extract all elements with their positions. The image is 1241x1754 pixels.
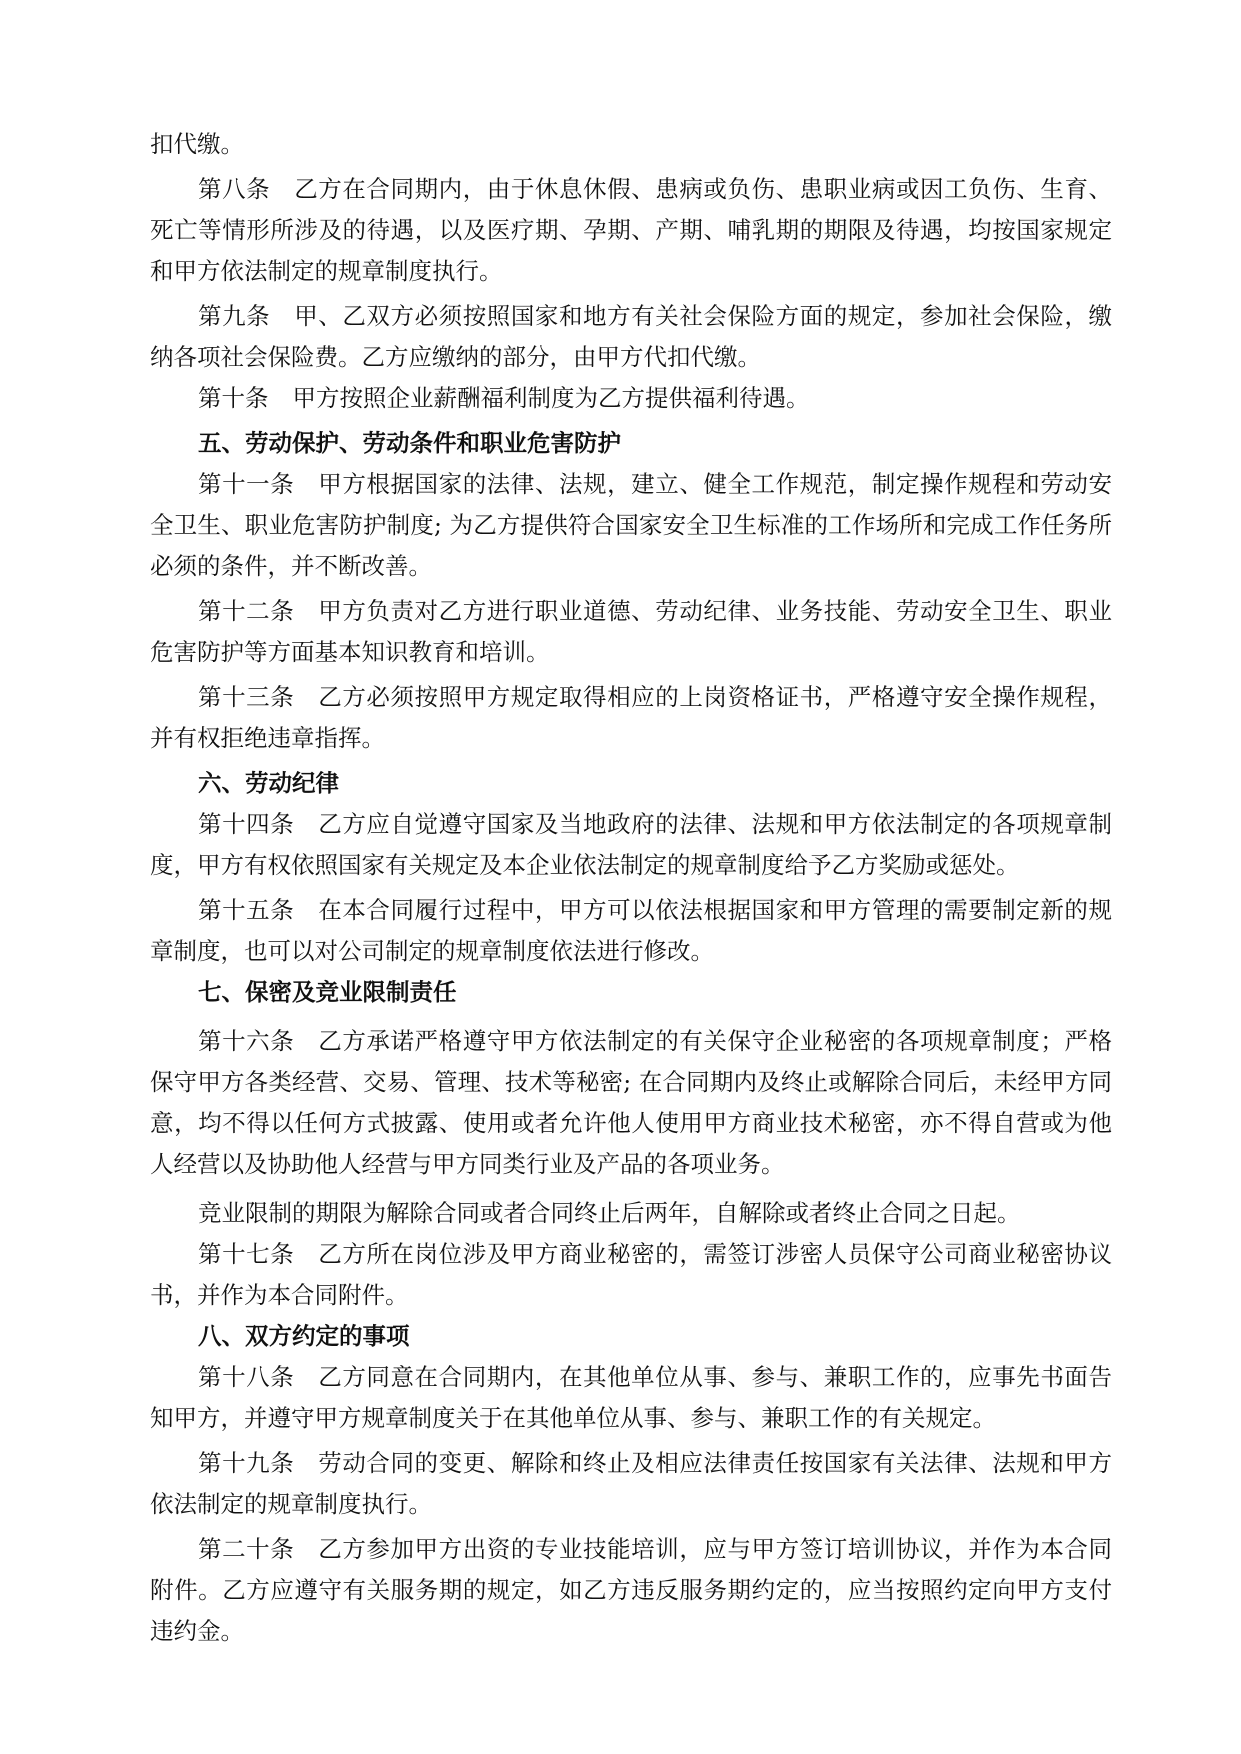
article-20 [150, 1529, 1112, 1652]
section-heading-6: 六、劳动纪律 [198, 769, 339, 797]
article-9 [150, 296, 1112, 378]
article-number: 第八条 [198, 175, 271, 203]
article-15 [150, 890, 1112, 972]
article-number: 第十四条 [198, 810, 295, 838]
article-text: 乙方承诺严格遵守甲方依法制定的有关保守企业秘密的各项规章制度；严格保守甲方各类经营、交易、管理、技术等秘密; 在合同期内及终止或解除合同后，未经甲方同意，均不得以任何方式披露、使用或者允许他人使用甲方商业技术秘密，亦不得自营或为他人经营以及协助他人经营与甲方同类行业及产品的各项业务。 [150, 1027, 1113, 1178]
article-number: 第十六条 [198, 1027, 295, 1055]
article-17 [150, 1234, 1112, 1316]
document-page [150, 124, 1112, 1652]
article-text: 甲方负责对乙方进行职业道德、劳动纪律、业务技能、劳动安全卫生、职业危害防护等方面基本知识教育和培训。 [150, 597, 1113, 666]
article-text: 乙方必须按照甲方规定取得相应的上岗资格证书，严格遵守安全操作规程，并有权拒绝违章指挥。 [150, 683, 1113, 752]
paragraph-non-compete-period: 竞业限制的期限为解除合同或者合同终止后两年，自解除或者终止合同之日起。 [198, 1199, 1021, 1227]
article-text: 甲方根据国家的法律、法规，建立、健全工作规范，制定操作规程和劳动安全卫生、职业危害防护制度; 为乙方提供符合国家安全卫生标准的工作场所和完成工作任务所必须的条件，并不断改善。 [150, 470, 1113, 580]
article-number: 第十条 [198, 384, 269, 412]
article-number: 第十三条 [198, 683, 295, 711]
paragraph-continuation: 扣代缴。 [150, 130, 244, 158]
article-text: 乙方同意在合同期内，在其他单位从事、参与、兼职工作的，应事先书面告知甲方，并遵守甲方规章制度关于在其他单位从事、参与、兼职工作的有关规定。 [150, 1363, 1113, 1432]
section-heading-8: 八、双方约定的事项 [198, 1322, 410, 1350]
article-text: 劳动合同的变更、解除和终止及相应法律责任按国家有关法律、法规和甲方依法制定的规章制度执行。 [150, 1449, 1113, 1518]
article-number: 第十五条 [198, 896, 295, 924]
article-14 [150, 804, 1112, 886]
article-number: 第九条 [198, 302, 271, 330]
article-text: 乙方应自觉遵守国家及当地政府的法律、法规和甲方依法制定的各项规章制度，甲方有权依照国家有关规定及本企业依法制定的规章制度给予乙方奖励或惩处。 [150, 810, 1113, 879]
article-text: 甲、乙双方必须按照国家和地方有关社会保险方面的规定，参加社会保险，缴纳各项社会保险费。乙方应缴纳的部分，由甲方代扣代缴。 [150, 302, 1113, 371]
article-18 [150, 1357, 1112, 1439]
section-heading-5: 五、劳动保护、劳动条件和职业危害防护 [198, 429, 621, 457]
section-heading-7: 七、保密及竞业限制责任 [198, 978, 457, 1006]
article-11 [150, 464, 1112, 587]
article-number: 第二十条 [198, 1535, 295, 1563]
article-10 [150, 378, 1112, 419]
article-text: 乙方所在岗位涉及甲方商业秘密的，需签订涉密人员保守公司商业秘密协议书，并作为本合同附件。 [150, 1240, 1113, 1309]
article-13 [150, 677, 1112, 759]
article-16 [150, 1021, 1112, 1185]
article-number: 第十一条 [198, 470, 295, 498]
article-12 [150, 591, 1112, 673]
article-text: 甲方按照企业薪酬福利制度为乙方提供福利待遇。 [292, 384, 810, 412]
article-text: 乙方参加甲方出资的专业技能培训，应与甲方签订培训协议，并作为本合同附件。乙方应遵守有关服务期的规定，如乙方违反服务期约定的，应当按照约定向甲方支付违约金。 [150, 1535, 1113, 1645]
article-number: 第十九条 [198, 1449, 295, 1477]
article-19 [150, 1443, 1112, 1525]
article-number: 第十八条 [198, 1363, 295, 1391]
article-8 [150, 169, 1112, 292]
article-number: 第十二条 [198, 597, 295, 625]
article-text: 在本合同履行过程中，甲方可以依法根据国家和甲方管理的需要制定新的规章制度，也可以对公司制定的规章制度依法进行修改。 [150, 896, 1113, 965]
article-text: 乙方在合同期内，由于休息休假、患病或负伤、患职业病或因工负伤、生育、死亡等情形所涉及的待遇，以及医疗期、孕期、产期、哺乳期的期限及待遇，均按国家规定和甲方依法制定的规章制度执行。 [150, 175, 1113, 285]
article-number: 第十七条 [198, 1240, 295, 1268]
